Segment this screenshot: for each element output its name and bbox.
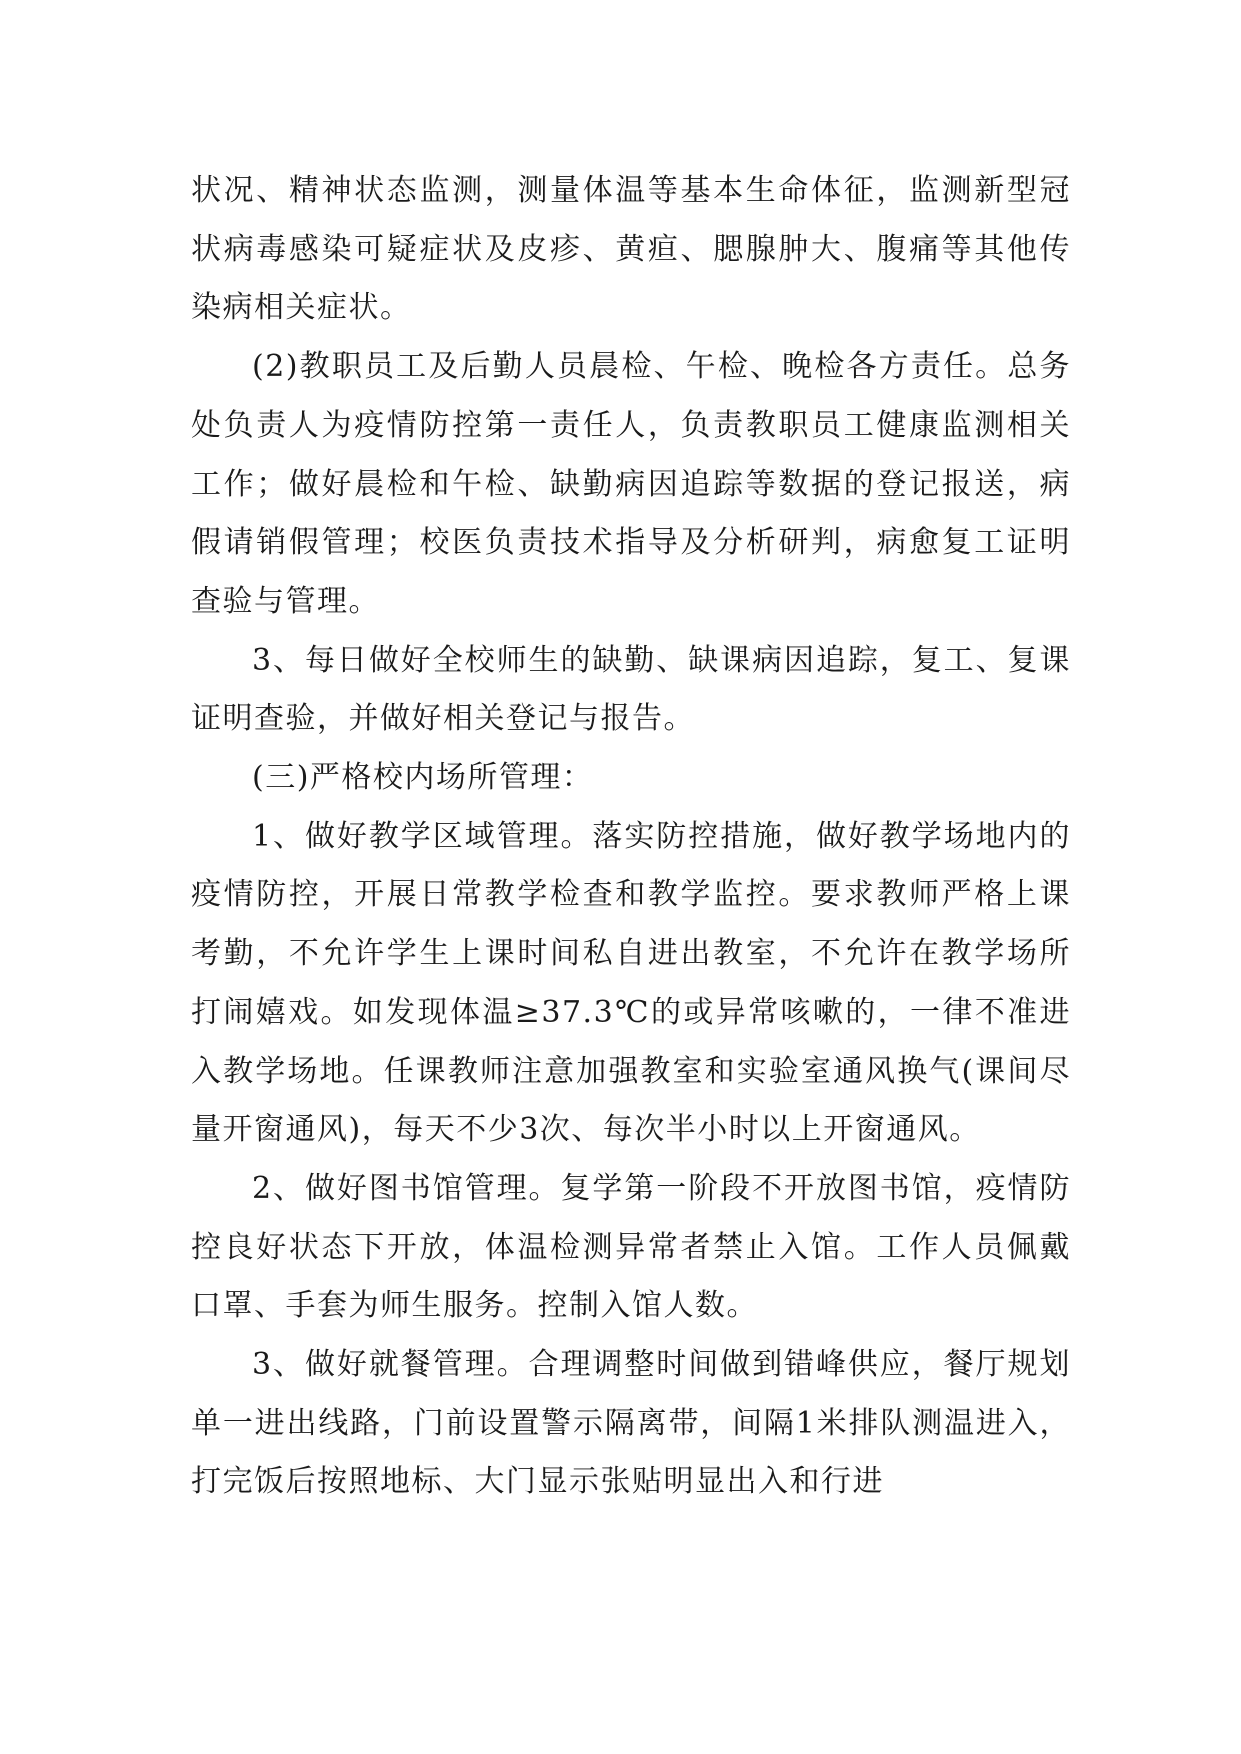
paragraph-2: (2)教职员工及后勤人员晨检、午检、晚检各方责任。总务处负责人为疫情防控第一责任人，负责教职员工健康监测相关工作；做好晨检和午检、缺勤病因追踪等数据的登记报送，病假请销假管理；校医负责技术指导及分析研判，病愈复工证明查验与管理。: [191, 349, 1071, 619]
document-body: [191, 162, 1071, 1512]
paragraph-6: 2、做好图书馆管理。复学第一阶段不开放图书馆，疫情防控良好状态下开放，体温检测异常者禁止入馆。工作人员佩戴口罩、手套为师生服务。控制入馆人数。: [191, 1170, 1071, 1324]
paragraph-1: 状况、精神状态监测，测量体温等基本生命体征，监测新型冠状病毒感染可疑症状及皮疹、黄疸、腮腺肿大、腹痛等其他传染病相关症状。: [191, 173, 1071, 326]
paragraph-7: 3、做好就餐管理。合理调整时间做到错峰供应，餐厅规划单一进出线路，门前设置警示隔离带，间隔1米排队测温进入，打完饭后按照地标、大门显示张贴明显出入和行进: [191, 1347, 1071, 1500]
section-heading-3: (三)严格校内场所管理：: [252, 760, 594, 796]
paragraph-3: 3、每日做好全校师生的缺勤、缺课病因追踪，复工、复课证明查验，并做好相关登记与报告。: [191, 642, 1071, 737]
paragraph-5: 1、做好教学区域管理。落实防控措施，做好教学场地内的疫情防控，开展日常教学检查和教学监控。要求教师严格上课考勤，不允许学生上课时间私自进出教室，不允许在教学场所打闹嬉戏。如发现体温≥37.3℃的或异常咳嗽的，一律不准进入教学场地。任课教师注意加强教室和实验室通风换气(课间尽量开窗通风)，每天不少3次、每次半小时以上开窗通风。: [191, 818, 1071, 1148]
